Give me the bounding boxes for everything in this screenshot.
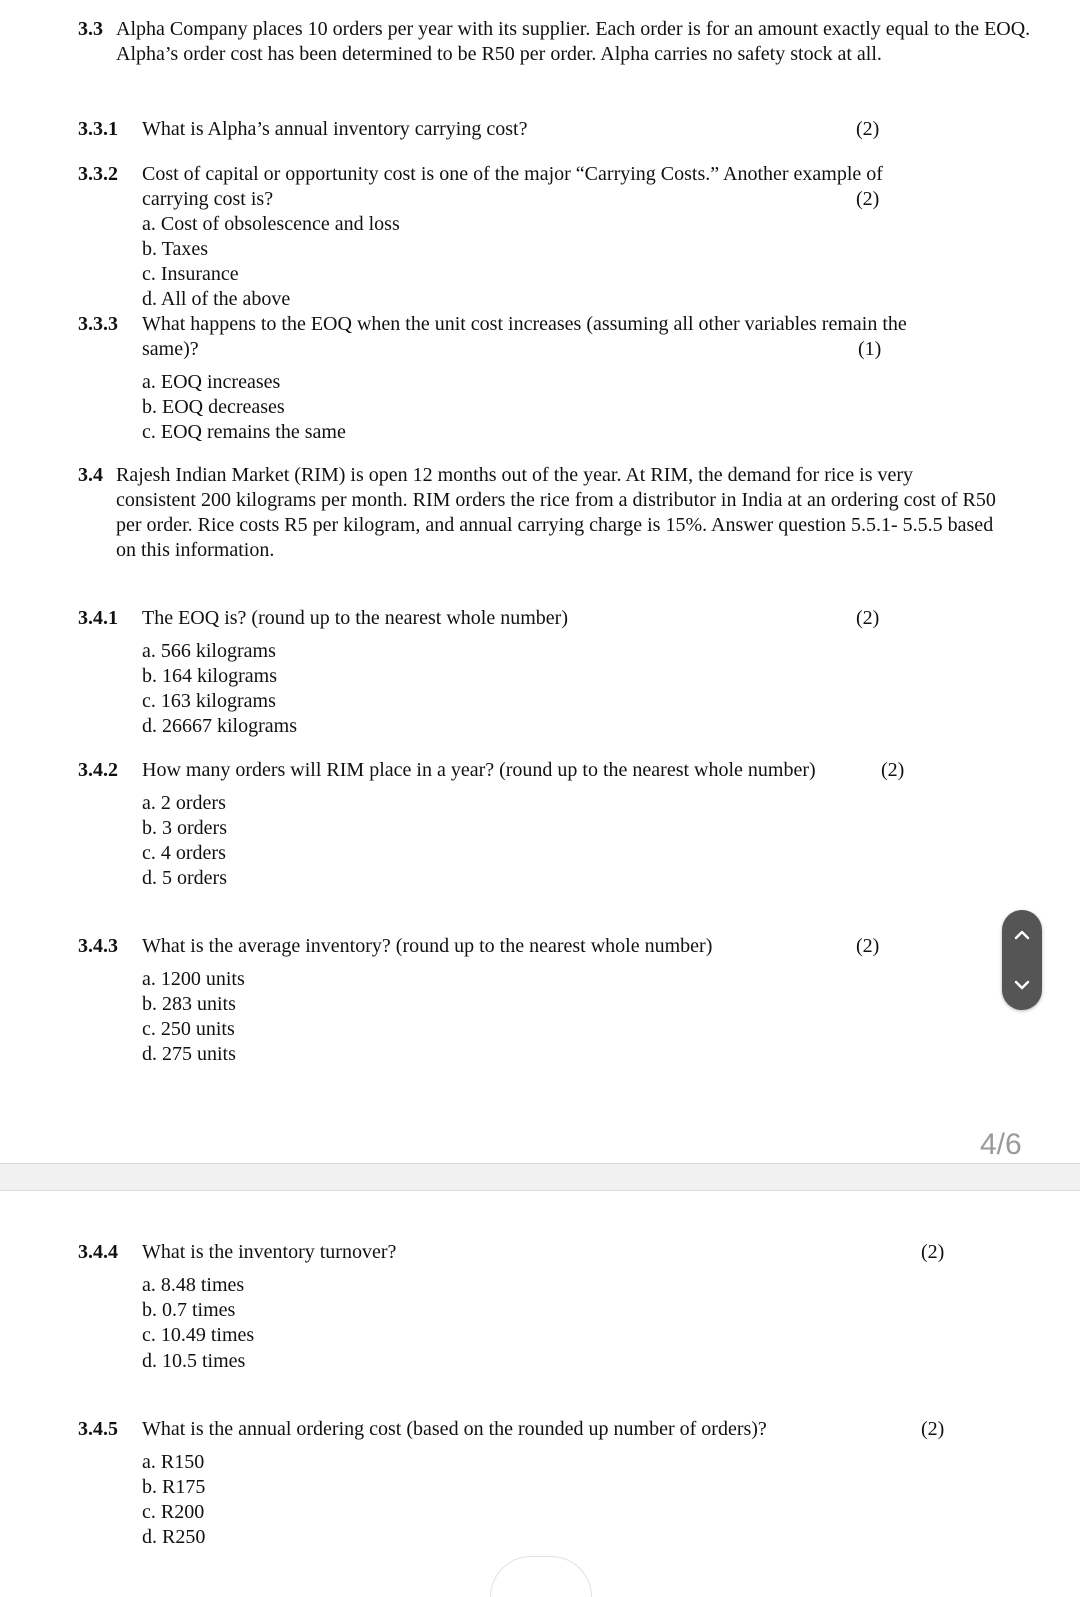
question-number: 3.4.4: [78, 1241, 118, 1263]
option: b. R175: [142, 1476, 206, 1498]
chevron-down-icon: [1014, 979, 1030, 991]
question-text: What is Alpha’s annual inventory carrying cost?: [142, 118, 528, 140]
marks: (2): [856, 607, 880, 629]
marks: (2): [856, 935, 880, 957]
option: b. Taxes: [142, 238, 208, 260]
page-indicator: 4/6: [980, 1128, 1022, 1161]
marks: (2): [921, 1241, 945, 1263]
option: a. 2 orders: [142, 792, 226, 814]
option: c. 4 orders: [142, 842, 226, 864]
option: c. 10.49 times: [142, 1324, 255, 1346]
option: d. 26667 kilograms: [142, 715, 297, 737]
marks: (1): [858, 338, 882, 360]
question-number: 3.4.1: [78, 607, 118, 629]
question-text-3-4: Rajesh Indian Market (RIM) is open 12 months out of the year. At RIM, the demand for rice is very consistent 200 kilograms per month. RIM orders the rice from a distributor in India at an ordering cost of R50 per order. Rice costs R5 per kilogram, and annual carrying charge is 15%. Answer question 5.5.1- 5.5.5 based on this information.: [116, 464, 996, 561]
option: a. 1200 units: [142, 968, 245, 990]
option: a. Cost of obsolescence and loss: [142, 213, 400, 235]
marks: (2): [856, 118, 880, 140]
bottom-home-indicator: [490, 1556, 592, 1597]
question-number: 3.4.5: [78, 1418, 118, 1440]
marks: (2): [856, 188, 880, 210]
question-number: 3.3.2: [78, 163, 118, 185]
question-text: What is the annual ordering cost (based on the rounded up number of orders)?: [142, 1418, 767, 1440]
question-text-3-3: Alpha Company places 10 orders per year with its supplier. Each order is for an amount exactly equal to the EOQ. Alpha’s order cost has been determined to be R50 per order. Alpha carries no safety stock at all.: [116, 18, 1031, 65]
question-text: What is the inventory turnover?: [142, 1241, 397, 1263]
option: c. EOQ remains the same: [142, 421, 346, 443]
option: b. 3 orders: [142, 817, 227, 839]
page-break-separator: [0, 1163, 1080, 1191]
question-text: Cost of capital or opportunity cost is one of the major “Carrying Costs.” Another example of: [142, 163, 883, 185]
question-text: carrying cost is?: [142, 188, 274, 210]
option: a. 566 kilograms: [142, 640, 276, 662]
option: d. R250: [142, 1526, 206, 1548]
option: c. 163 kilograms: [142, 690, 276, 712]
question-number: 3.3.3: [78, 313, 118, 335]
marks: (2): [921, 1418, 945, 1440]
question-text: What happens to the EOQ when the unit cost increases (assuming all other variables remain the: [142, 313, 907, 335]
option: a. R150: [142, 1451, 205, 1473]
question-number: 3.4.3: [78, 935, 118, 957]
question-text: The EOQ is? (round up to the nearest whole number): [142, 607, 568, 629]
previous-page-button[interactable]: [1002, 910, 1042, 960]
question-text: same)?: [142, 338, 199, 360]
next-page-button[interactable]: [1002, 960, 1042, 1010]
question-number: 3.3: [78, 18, 103, 40]
option: b. EOQ decreases: [142, 396, 285, 418]
page-navigator: [1002, 910, 1042, 1010]
marks: (2): [881, 759, 905, 781]
option: d. 5 orders: [142, 867, 227, 889]
option: b. 0.7 times: [142, 1299, 236, 1321]
option: c. Insurance: [142, 263, 239, 285]
chevron-up-icon: [1014, 929, 1030, 941]
question-text: How many orders will RIM place in a year? (round up to the nearest whole number): [142, 759, 816, 781]
option: a. EOQ increases: [142, 371, 281, 393]
option: c. 250 units: [142, 1018, 235, 1040]
option: a. 8.48 times: [142, 1274, 245, 1296]
question-number: 3.3.1: [78, 118, 118, 140]
option: b. 283 units: [142, 993, 236, 1015]
question-number: 3.4.2: [78, 759, 118, 781]
option: d. 275 units: [142, 1043, 236, 1065]
option: b. 164 kilograms: [142, 665, 277, 687]
option: d. 10.5 times: [142, 1350, 246, 1372]
question-text: What is the average inventory? (round up to the nearest whole number): [142, 935, 713, 957]
option: c. R200: [142, 1501, 205, 1523]
question-number: 3.4: [78, 464, 103, 486]
option: d. All of the above: [142, 288, 291, 310]
